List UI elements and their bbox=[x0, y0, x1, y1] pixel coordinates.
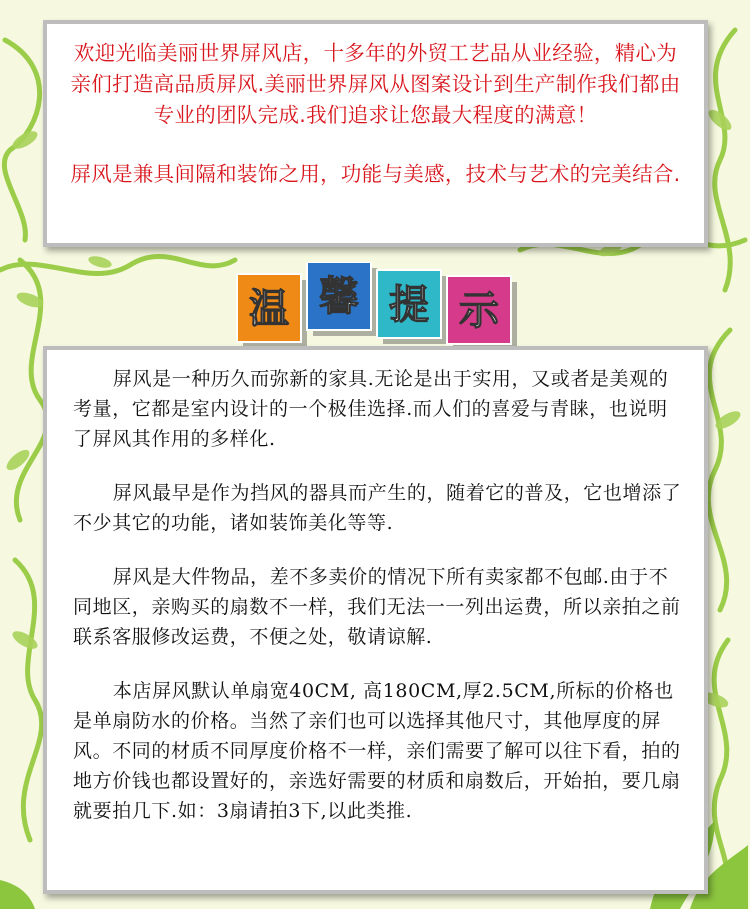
heading-char: 温 bbox=[249, 286, 289, 332]
heading-block bbox=[307, 262, 377, 336]
warm-tips-heading bbox=[233, 262, 523, 350]
notes-paragraph: 屏风是大件物品，差不多卖价的情况下所有卖家都不包邮.由于不同地区，亲购买的扇数不一样，我们无法一一列出运费，所以亲拍之前联系客服修改运费，不便之处，敬请谅解. bbox=[73, 566, 681, 648]
notes-paragraph: 屏风是一种历久而弥新的家具.无论是出于实用，又或者是美观的考量，它都是室内设计的一个极佳选择.而人们的喜爱与青睐，也说明了屏风其作用的多样化. bbox=[73, 368, 669, 450]
notes-paragraph: 屏风最早是作为挡风的器具而产生的，随着它的普及，它也增添了不少其它的功能，诸如装饰美化等等. bbox=[73, 482, 682, 534]
heading-block bbox=[237, 274, 307, 348]
intro-paragraph: 屏风是兼具间隔和装饰之用，功能与美感，技术与艺术的完美结合. bbox=[70, 162, 681, 186]
heading-char: 馨 bbox=[319, 274, 359, 320]
notes-box bbox=[43, 346, 708, 894]
intro-box bbox=[43, 20, 708, 247]
notes-paragraph: 本店屏风默认单扇宽40CM, 高180CM,厚2.5CM,所标的价格也是单扇防水的价格。当然了亲们也可以选择其他尺寸，其他厚度的屏风。不同的材质不同厚度价格不一样，亲们需要了解可以往下看，拍的地方价钱也都设置好的，亲选好需要的材质和扇数后，开始拍，要几扇就要拍几下.如：3扇请拍3下,以此类推. bbox=[73, 680, 681, 822]
intro-paragraph: 欢迎光临美丽世界屏风店，十多年的外贸工艺品从业经验，精心为亲们打造高品质屏风.美丽世界屏风从图案设计到生产制作我们都由专业的团队完成.我们追求让您最大程度的满意！ bbox=[70, 41, 681, 127]
heading-char: 提 bbox=[389, 282, 429, 328]
heading-block bbox=[377, 270, 447, 344]
heading-block bbox=[447, 276, 517, 350]
heading-char: 示 bbox=[459, 288, 499, 334]
